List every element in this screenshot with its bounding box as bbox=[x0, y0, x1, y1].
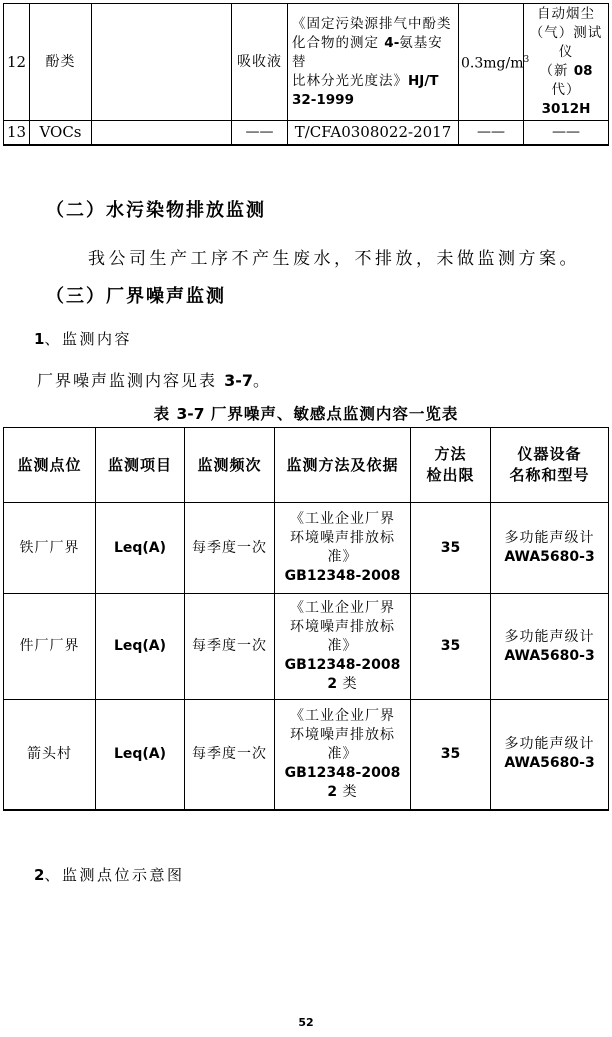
frequency-cell: 每季度一次 bbox=[185, 594, 275, 700]
air-pollutant-table-continued bbox=[3, 3, 609, 146]
table-row bbox=[4, 4, 609, 121]
header-monitoring-point: 监测点位 bbox=[4, 428, 96, 503]
row-number-cell: 13 bbox=[4, 121, 30, 145]
item-cell: Leq(A) bbox=[96, 503, 185, 594]
instrument-cell: 自动烟尘 （气）测试仪 （新 08 代） 3012H bbox=[524, 4, 609, 121]
limit-cell: 35 bbox=[411, 700, 491, 810]
header-instrument-model: 仪器设备 名称和型号 bbox=[491, 428, 609, 503]
method-cell: 《工业企业厂界 环境噪声排放标 准》 GB12348-2008 2 类 bbox=[275, 700, 411, 810]
pollutant-cell: VOCs bbox=[30, 121, 92, 145]
header-monitoring-frequency: 监测频次 bbox=[185, 428, 275, 503]
point-cell: 箭头村 bbox=[4, 700, 96, 810]
point-cell: 件厂厂界 bbox=[4, 594, 96, 700]
detection-limit-cell: $0.3mg/m^3$ bbox=[459, 4, 524, 121]
noise-monitoring-table bbox=[3, 427, 609, 811]
water-monitoring-paragraph: 我公司生产工序不产生废水，不排放，未做监测方案。 bbox=[88, 249, 580, 269]
table-3-7-title: 表 3-7 厂界噪声、敏感点监测内容一览表 bbox=[153, 404, 459, 423]
frequency-cell: 每季度一次 bbox=[185, 503, 275, 594]
header-monitoring-item: 监测项目 bbox=[96, 428, 185, 503]
header-method-basis: 监测方法及依据 bbox=[275, 428, 411, 503]
subitem-1-monitoring-content: 1、监测内容 bbox=[34, 330, 132, 348]
sampling-cell: 吸收液 bbox=[232, 4, 288, 121]
frequency-cell: 每季度一次 bbox=[185, 700, 275, 810]
empty-cell bbox=[92, 4, 232, 121]
section-heading-water-pollutant-monitoring: （二）水污染物排放监测 bbox=[46, 200, 266, 221]
detection-limit-cell: —— bbox=[459, 121, 524, 145]
table-row bbox=[4, 594, 609, 700]
limit-cell: 35 bbox=[411, 503, 491, 594]
subitem-2-monitoring-point-diagram: 2、监测点位示意图 bbox=[34, 866, 185, 884]
page-number: 52 bbox=[298, 1016, 314, 1029]
item-cell: Leq(A) bbox=[96, 594, 185, 700]
sampling-cell: —— bbox=[232, 121, 288, 145]
table-row bbox=[4, 121, 609, 145]
item-cell: Leq(A) bbox=[96, 700, 185, 810]
table-row bbox=[4, 503, 609, 594]
table-reference-note: 厂界噪声监测内容见表 3-7。 bbox=[37, 371, 272, 390]
method-cell: 《工业企业厂界 环境噪声排放标 准》 GB12348-2008 2 类 bbox=[275, 594, 411, 700]
point-cell: 铁厂厂界 bbox=[4, 503, 96, 594]
method-cell: 《固定污染源排气中酚类 化合物的测定 4-氨基安替 比林分光光度法》HJ/T 32-1999 bbox=[288, 4, 459, 121]
instrument-cell: 多功能声级计 AWA5680-3 bbox=[491, 594, 609, 700]
pollutant-cell: 酚类 bbox=[30, 4, 92, 121]
table-row bbox=[4, 700, 609, 810]
method-cell: 《工业企业厂界 环境噪声排放标 准》 GB12348-2008 bbox=[275, 503, 411, 594]
header-detection-limit: 方法 检出限 bbox=[411, 428, 491, 503]
table-header-row bbox=[4, 428, 609, 503]
method-cell: T/CFA0308022-2017 bbox=[288, 121, 459, 145]
empty-cell bbox=[92, 121, 232, 145]
row-number-cell: 12 bbox=[4, 4, 30, 121]
section-heading-boundary-noise-monitoring: （三）厂界噪声监测 bbox=[46, 286, 226, 307]
instrument-cell: —— bbox=[524, 121, 609, 145]
limit-cell: 35 bbox=[411, 594, 491, 700]
instrument-cell: 多功能声级计 AWA5680-3 bbox=[491, 700, 609, 810]
instrument-cell: 多功能声级计 AWA5680-3 bbox=[491, 503, 609, 594]
